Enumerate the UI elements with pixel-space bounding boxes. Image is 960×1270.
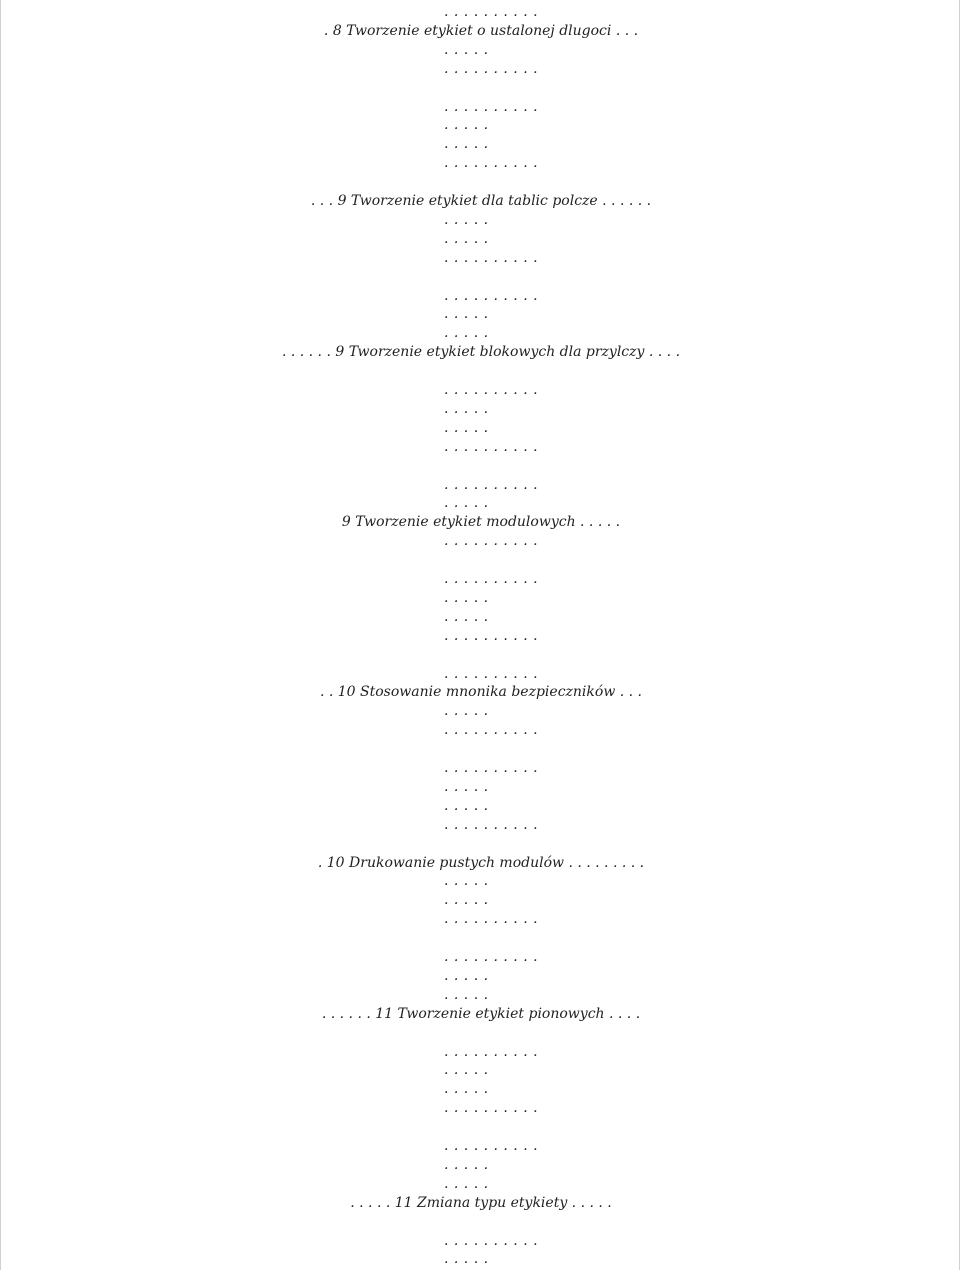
toc-entry: . . . . . 11 Zmiana typu etykiety . . . . . <box>350 1194 612 1211</box>
toc-entry: 9 Tworzenie etykiet modulowych . . . . . <box>341 514 621 531</box>
toc-dot-leader: . . . . . <box>444 589 489 606</box>
toc-dot-leader: . . . . . <box>444 306 489 323</box>
toc-dot-leader: . . . . . . . . . . <box>444 1043 539 1060</box>
toc-dot-leader: . . . . . . . . . . <box>444 98 539 115</box>
toc-dot-leader: . . . . . <box>444 1062 489 1079</box>
toc-dot-leader: . . . . . <box>444 873 489 890</box>
toc-dot-leader: . . . . . <box>444 1081 489 1098</box>
toc-dot-leader: . . . . . . . . . . <box>444 155 539 172</box>
toc-dot-leader: . . . . . <box>444 325 489 342</box>
toc-entry: . . . . . . 9 Tworzenie etykiet blokowych dla przylczy . . . . <box>281 344 681 361</box>
toc-dot-leader: . . . . . . . . . . <box>444 438 539 455</box>
toc-dot-leader: . . . . . . . . . . <box>444 722 539 739</box>
toc-entry: . 10 Drukowanie pustych modulów . . . . . . . . . <box>317 854 645 871</box>
toc-dot-leader: . . . . . . . . . . <box>444 287 539 304</box>
toc-dot-leader: . . . . . <box>444 1175 489 1192</box>
toc-dot-leader: . . . . . <box>444 892 489 909</box>
toc-dot-leader: . . . . . . . . . . <box>444 571 539 587</box>
toc-dot-leader: . . . . . . . . . . <box>444 665 539 682</box>
toc-dot-leader: . . . . . . . . . . <box>444 1100 539 1117</box>
toc-entry: . . 10 Stosowanie mnonika bezpieczników . . . <box>319 684 643 701</box>
toc-dot-leader: . . . . . <box>444 419 489 436</box>
toc-entry: . 8 Tworzenie etykiet o ustalonej dlugoci . . . <box>323 22 639 39</box>
toc-dot-leader: . . . . . <box>444 1156 489 1173</box>
toc-dot-leader: . . . . . <box>444 41 489 58</box>
toc-dot-leader: . . . . . <box>444 400 489 417</box>
toc-dot-leader: . . . . . . . . . . <box>444 627 539 644</box>
toc-dot-leader: . . . . . <box>444 230 489 247</box>
toc-dot-leader: . . . . . <box>444 495 489 512</box>
toc-dot-leader: . . . . . . . . . . <box>444 60 539 77</box>
toc-dot-leader: . . . . . . . . . . <box>444 4 539 20</box>
toc-entry: . . . . . . 11 Tworzenie etykiet pionowych . . . . <box>321 1005 641 1022</box>
toc-dot-leader: . . . . . <box>444 136 489 153</box>
toc-dot-leader: . . . . . . . . . . <box>444 1138 539 1154</box>
toc-dot-leader: . . . . . . . . . . <box>444 911 539 928</box>
toc-dot-leader: . . . . . . . . . . <box>444 1232 539 1249</box>
toc-dot-leader: . . . . . <box>444 608 489 625</box>
toc-dot-leader: . . . . . . . . . . <box>444 949 539 965</box>
toc-dot-leader: . . . . . <box>444 797 489 814</box>
toc-dot-leader: . . . . . . . . . . <box>444 533 539 550</box>
toc-dot-leader: . . . . . <box>444 1251 489 1268</box>
toc-dot-leader: . . . . . <box>444 117 489 134</box>
toc-dot-leader: . . . . . . . . . . <box>444 476 539 493</box>
toc-dot-leader: . . . . . <box>444 778 489 795</box>
toc-dot-leader: . . . . . . . . . . <box>444 816 539 833</box>
toc-dot-leader: . . . . . . . . . . <box>444 249 539 266</box>
toc-dot-leader: . . . . . <box>444 986 489 1003</box>
toc-dot-leader: . . . . . <box>444 703 489 720</box>
toc-dot-leader: . . . . . <box>444 211 489 228</box>
toc-dot-leader: . . . . . . . . . . <box>444 760 539 776</box>
toc-dot-leader: . . . . . <box>444 967 489 984</box>
toc-entry: . . . 9 Tworzenie etykiet dla tablic polcze . . . . . . <box>310 193 652 209</box>
toc-dot-leader: . . . . . . . . . . <box>444 382 539 398</box>
